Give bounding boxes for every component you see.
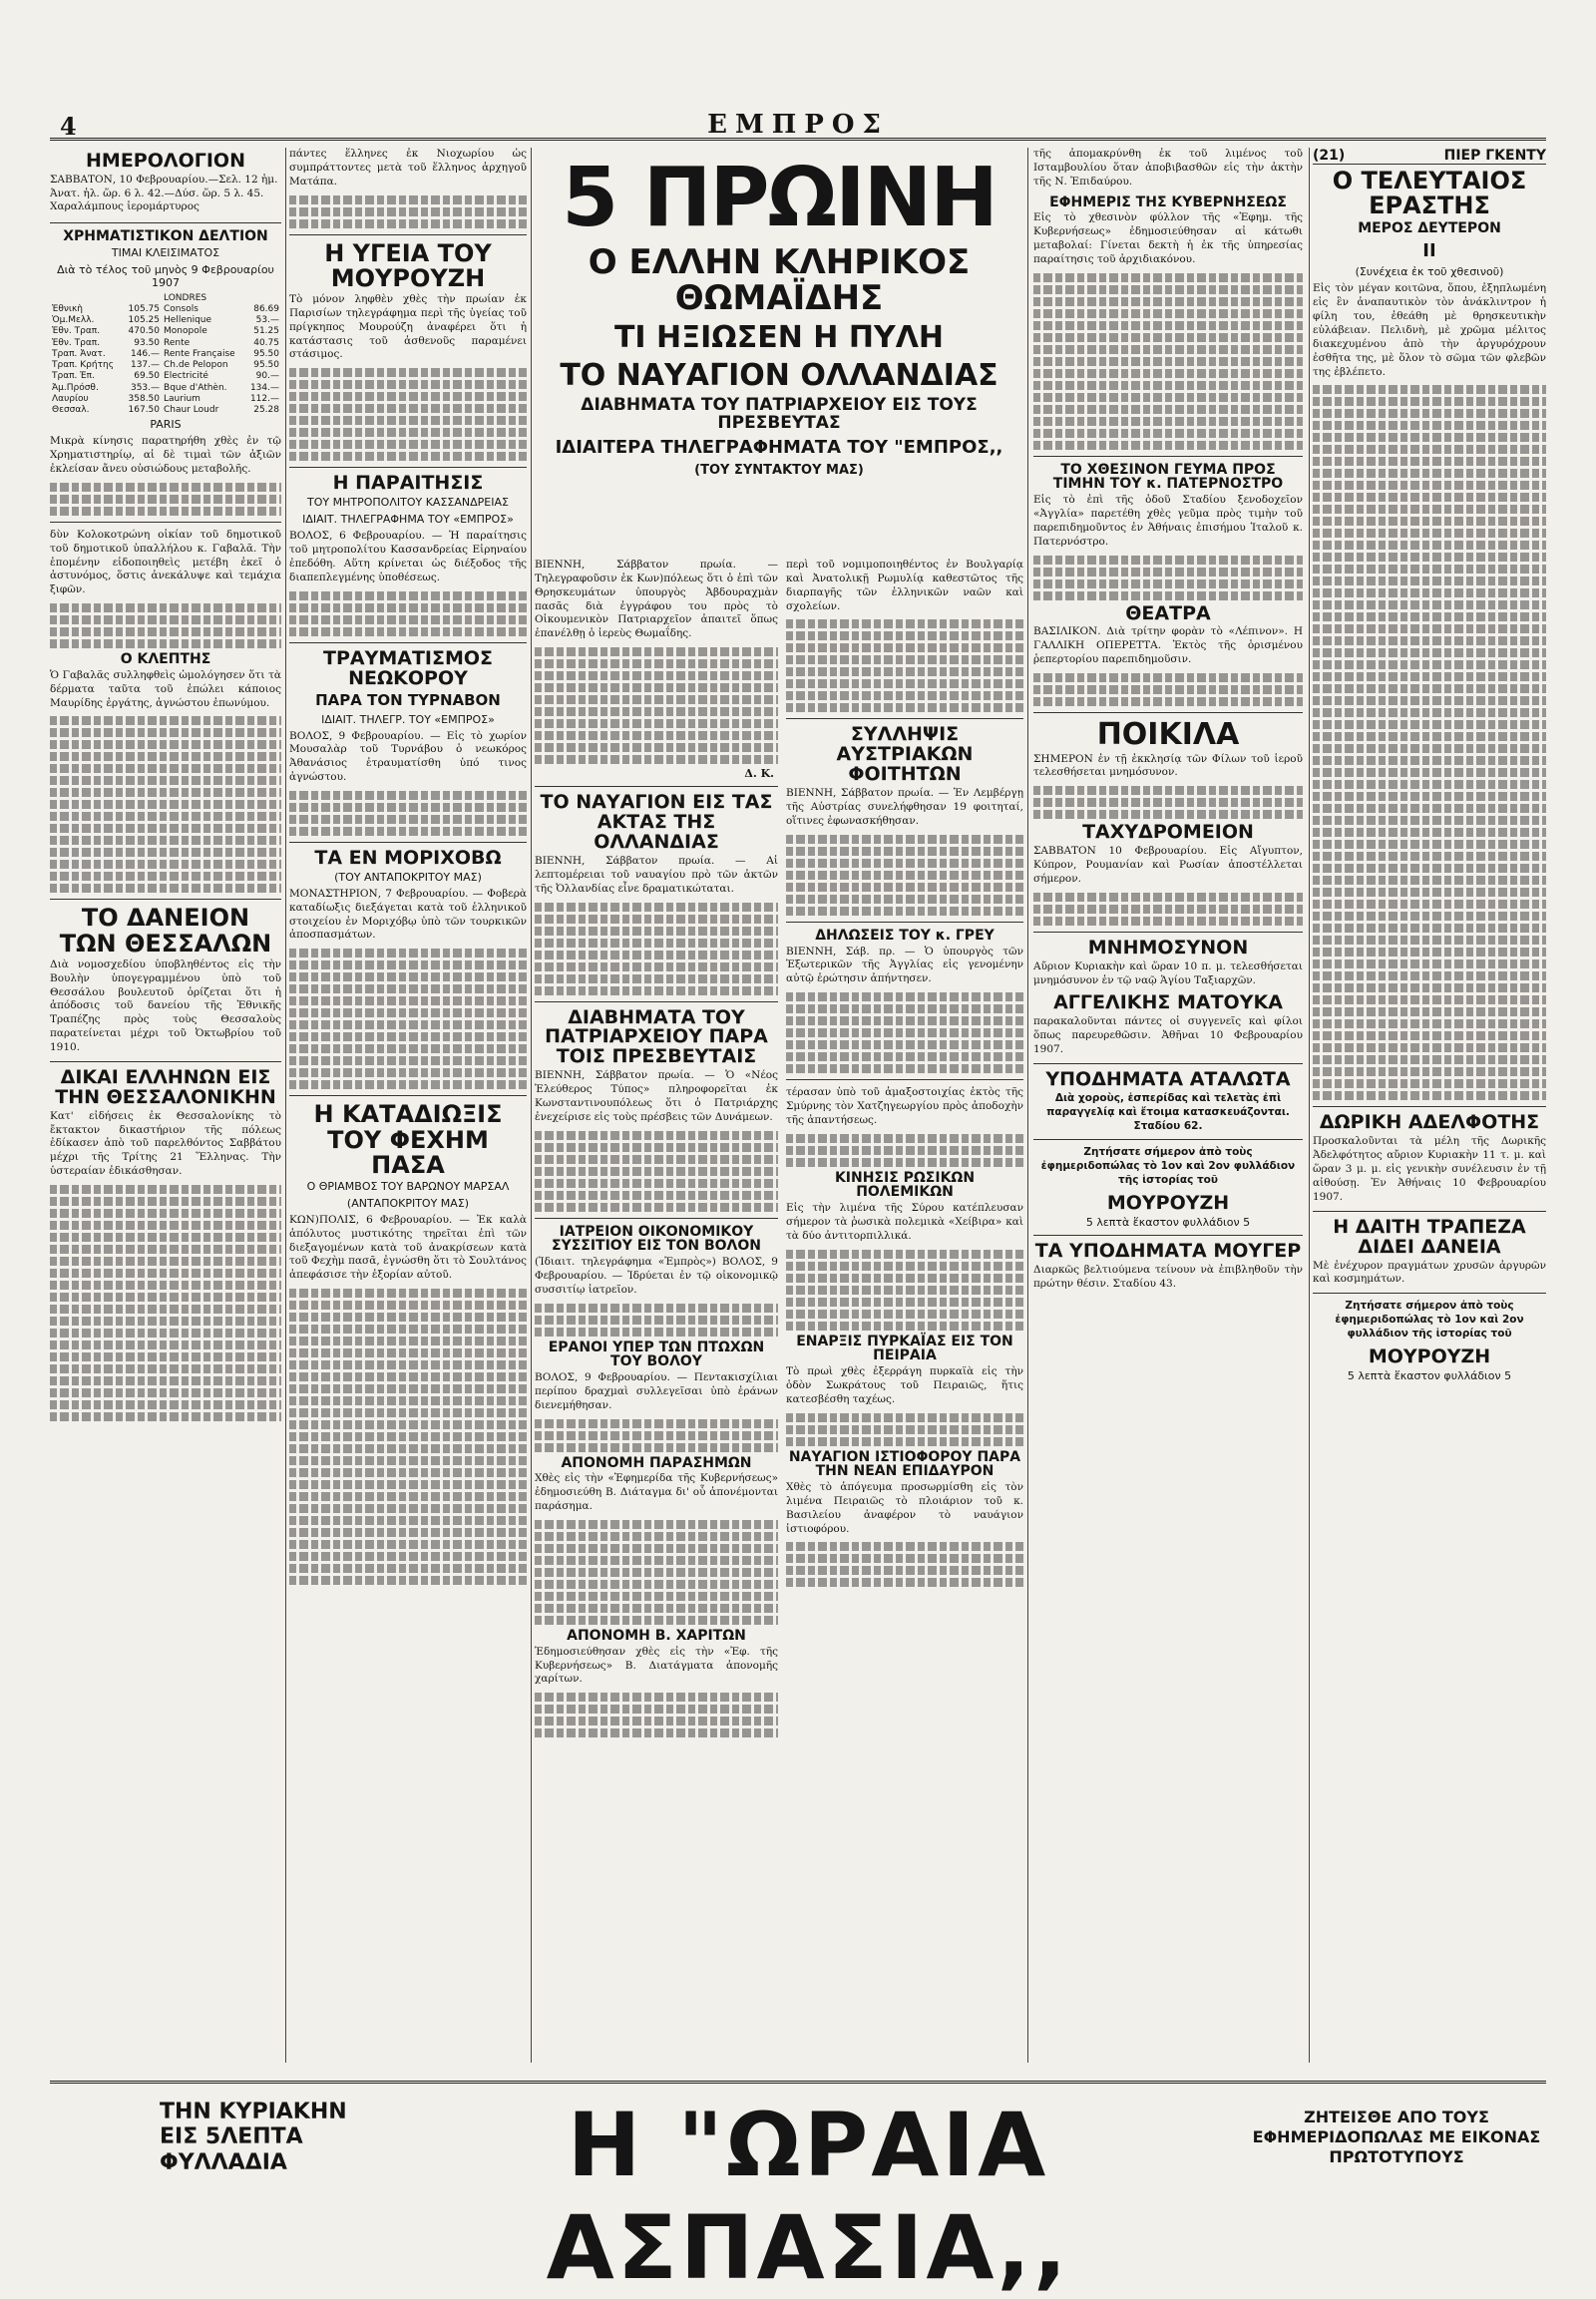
exchange-value: 95.50	[253, 360, 279, 371]
bourse-note: Μικρὰ κίνησις παρατηρήθη χθὲς ἐν τῷ Χρηματιστηρίῳ, αἱ δὲ τιμαὶ τῶν ἀξιῶν ἐκλείσαν ἄνευ οὐσιώδους μεταβολῆς.	[50, 435, 281, 476]
exchange-name: Ch.de Pelopon	[164, 360, 228, 371]
exchange-row	[50, 349, 281, 360]
post-title: ΤΑΧΥΔΡΟΜΕΙΟΝ	[1082, 821, 1254, 844]
fire-text: Τὸ πρωὶ χθὲς ἐξερράγη πυρκαϊὰ εἰς τὴν ὁδὸν Σωκράτους τοῦ Πειραιῶς, ἥτις κατεσβέσθη ταχέως.	[786, 1365, 1023, 1405]
exchange-row	[50, 371, 281, 382]
fehim-text: ΚΩΝ)ΠΟΛΙΣ, 6 Φεβρουαρίου. — Ἐκ καλὰ ἀπόλυτος μυστικότης τηρεῖται ἐπὶ τῶν διεξαγομένων κατὰ τοῦ ἀνακρίσεων κατὰ τοῦ Φεχὴμ πασᾶ, ἐγνώσθη ὅτι τὸ Σουλτάνος ἀπεφάσισε τὴν ἐξορίαν αὐτοῦ.	[289, 1213, 527, 1282]
morea-title: ΤΑ ΕΝ ΜΟΡΙΧΟΒΩ	[314, 846, 502, 869]
headline-cleric: Ο ΕΛΛΗΝ ΚΛΗΡΙΚΟΣ ΘΩΜΑΪΔΗΣ	[588, 242, 971, 318]
wound-tag: ΙΔΙΑΙΤ. ΤΗΛΕΓΡ. ΤΟΥ «ΕΜΠΡΟΣ»	[321, 712, 495, 726]
headline-patriarchate: ΔΙΑΒΗΜΑΤΑ ΤΟΥ ΠΑΤΡΙΑΡΧΕΙΟΥ ΕΙΣ ΤΟΥΣ ΠΡΕΣΒΕΥΤΑΣ	[581, 395, 978, 434]
morea-subtitle: (ΤΟΥ ΑΝΤΑΠΟΚΡΙΤΟΥ ΜΑΣ)	[334, 870, 482, 884]
column-6	[1313, 148, 1546, 2063]
exchange-name: Laurium	[164, 393, 200, 404]
newspaper-title: ΕΜΠΡΟΣ	[707, 110, 889, 140]
fehim-title: Η ΚΑΤΑΔΙΩΞΙΣ ΤΟΥ ΦΕΧΗΜ ΠΑΣΑ	[313, 1100, 503, 1179]
poor-text: ΒΟΛΟΣ, 9 Φεβρουαρίου. — Πεντακισχίλιαι περίπου δραχμαὶ συλλεγεῖσαι ὑπὸ ἐράνων διενεμήθησαν.	[535, 1371, 778, 1411]
resign-title: Η ΠΑΡΑΙΤΗΣΙΣ	[332, 472, 484, 495]
exchange-name: Ὁμ.Μελλ.	[52, 315, 95, 326]
serial-title: Ο ΤΕΛΕΥΤΑΙΟΣ ΕΡΑΣΤΗΣ	[1332, 167, 1527, 220]
grey-text: ΒΙΕΝΝΗ, Σάβ. πρ. — Ὁ ὑπουργὸς τῶν Ἐξωτερικῶν τῆς Ἀγγλίας εἰς γενομένην αὐτῷ ἐρώτησιν ἀπήντησεν.	[786, 945, 1023, 985]
volos-title: ΙΑΤΡΕΙΟΝ ΟΙΚΟΝΟΜΙΚΟΥ ΣΥΣΣΙΤΙΟΥ ΕΙΣ ΤΟΝ ΒΟΛΟΝ	[552, 1223, 761, 1255]
exchange-table	[50, 293, 281, 417]
nomos-text: περὶ τοῦ νομιμοποιηθέντος ἐν Βουλγαρίᾳ καὶ Ἀνατολικῇ Ρωμυλίᾳ καθεστῶτος τῆς διαρπαγῆς τῶν ἑλληνικῶν ναῶν καὶ σχολείων.	[786, 559, 1023, 612]
banner-title: Η "ΩΡΑΙΑ ΑΣΠΑΣΙΑ,,	[546, 2094, 1070, 2299]
booklet-ad-price: 5 λεπτὰ ἕκαστον φυλλάδιον 5	[1085, 1215, 1251, 1229]
exchange-value: 358.50	[128, 393, 161, 404]
exchange-row	[50, 405, 281, 416]
exchange-value: 53.—	[255, 315, 279, 326]
column-rule	[1309, 148, 1310, 2063]
calendar-text: ΣΑΒΒΑΤΟΝ, 10 Φεβρουαρίου.—Σελ. 12 ἡμ. Ἀνατ. ἡλ. ὥρ. 6 λ. 42.—Δύσ. ὥρ. 5 λ. 45. Χαραλάμπους ἱερομάρτυρος	[50, 173, 278, 213]
exchange-name: Consols	[164, 303, 199, 314]
exchange-value: 134.—	[249, 382, 279, 393]
serial-text: Εἰς τὸν μέγαν κοιτῶνα, ὅπου, ἐξηπλωμένη εἰς ἓν ἀναπαυτικὸν τὸν ἀνάκλιντρον ἡ φίλη του, ἐθεάθη μὲ θρησκευτικὴν εὐλάβειαν. Πελιδνὴ, μὲ χρῶμα μέλιτος διακεχυμένου ἀπὸ τὴν ἀργυρόχρουν ἐσθῆτα της, μὲ ὅλον τὸ σῶμα τῶν φλεβῶν της ἐβλέπετο.	[1313, 282, 1546, 378]
exchange-value: 353.—	[130, 382, 161, 393]
bank-text: Μὲ ἐνέχυρον πραγμάτων χρυσῶν ἀργυρῶν καὶ κοσμημάτων.	[1313, 1259, 1546, 1286]
resign-tag: ΙΔΙΑΙΤ. ΤΗΛΕΓΡΑΦΗΜΑ ΤΟΥ «ΕΜΠΡΟΣ»	[302, 513, 514, 527]
volos-text: (Ἰδιαιτ. τηλεγράφημα «Ἐμπρὸς») ΒΟΛΟΣ, 9 Φεβρουαρίου. — Ἱδρύεται ἐν τῷ οἰκονομικῷ συσσιτίῳ ἰατρεῖον.	[535, 1256, 778, 1296]
poor-title: ΕΡΑΝΟΙ ΥΠΕΡ ΤΩΝ ΠΤΩΧΩΝ ΤΟΥ ΒΟΛΟΥ	[548, 1339, 765, 1370]
doric-text: Προσκαλοῦνται τὰ μέλη τῆς Δωρικῆς Ἀδελφότητος αὔριον Κυριακὴν 11 τ. μ. καὶ ὥραν 3 μ. μ. εἰς γενικὴν συνέλευσιν ἐν τῇ αἰθούσῃ. Ἐν Ἀθήναις 10 Φεβρουαρίου 1907.	[1313, 1135, 1546, 1203]
arrest-title: ΣΥΛΛΗΨΙΣ ΑΥΣΤΡΙΑΚΩΝ ΦΟΙΤΗΤΩΝ	[836, 723, 974, 786]
exchange-row	[50, 360, 281, 371]
medals-title: ΑΠΟΝΟΜΗ ΠΑΡΑΣΗΜΩΝ	[561, 1454, 752, 1471]
column-1	[50, 148, 281, 2063]
charites-title: ΑΠΟΝΟΜΗ Β. ΧΑΡΙΤΩΝ	[567, 1627, 746, 1644]
ships-title: ΚΙΝΗΣΙΣ ΡΩΣΙΚΩΝ ΠΟΛΕΜΙΚΩΝ	[834, 1169, 976, 1201]
arrest-text: ΒΙΕΝΝΗ, Σάββατον πρωία. — Ἐν Λεμβέργῃ τῆς Αὐστρίας συνελήφθησαν 19 φοιτηταί, οἵτινες ἐφωνασκήθησαν.	[786, 787, 1023, 827]
exchange-name: Ἐθν. Τραπ.	[52, 326, 101, 337]
exchange-row	[50, 315, 281, 326]
bourse-date: Διὰ τὸ τέλος τοῦ μηνὸς 9 Φεβρουαρίου 1907	[57, 262, 274, 289]
serial-author: ΠΙΕΡ ΓΚΕΝΤΥ	[1443, 148, 1546, 164]
bank-title: Η ΔΑΙΤΗ ΤΡΑΠΕΖΑ ΔΙΔΕΙ ΔΑΝΕΙΑ	[1333, 1215, 1526, 1258]
cont-text: τέρασαν ὑπὸ τοῦ ἁμαξοστοιχίας ἐκτὸς τῆς Σμύρνης τὸν Χατζηγεωργίου πρὸς ἀποδοχὴν τῆς ἀπαντήσεως.	[786, 1086, 1023, 1126]
exchange-name: Rente	[164, 337, 191, 348]
exchange-value: 90.—	[255, 371, 279, 382]
fehim-subtitle-2: (ΑΝΤΑΠΟΚΡΙΤΟΥ ΜΑΣ)	[346, 1196, 470, 1210]
column-5	[1033, 148, 1303, 2063]
banner-right: ΖΗΤΕΙΣΘΕ ΑΠΟ ΤΟΥΣ ΕΦΗΜΕΡΙΔΟΠΩΛΑΣ ΜΕ ΕΙΚΟΝΑΣ ΠΡΩΤΟΤΥΠΟΥΣ	[1252, 2107, 1541, 2166]
sailing-text: Χθὲς τὸ ἀπόγευμα προσωρμίσθη εἰς τὸν λιμένα Πειραιῶς τὸ πλοιάριον τοῦ κ. Βασιλείου ἀναφέρον τὸ ναυάγιον ἱστιοφόρου.	[786, 1480, 1023, 1535]
exchange-value: 40.75	[253, 337, 279, 348]
serial-part: ΜΕΡΟΣ ΔΕΥΤΕΡΟΝ	[1358, 220, 1501, 237]
matouka-title: ΑΓΓΕΛΙΚΗΣ ΜΑΤΟΥΚΑ	[1053, 991, 1283, 1014]
column-3	[535, 559, 778, 2065]
exchange-name: Τραπ. Κρήτης	[52, 360, 115, 371]
booklet-ad-price: 5 λεπτὰ ἕκαστον φυλλάδιον 5	[1347, 1368, 1512, 1382]
intro-text: τῆς ἀπομακρύνθη ἐκ τοῦ λιμένος τοῦ Ισταμβουλίου ὅταν ἀποβιβασθῶν εἰς τὴν ἀκτὴν τῆς Ν. Ἐπιδαύρου.	[1033, 148, 1303, 188]
exchange-row	[50, 338, 281, 349]
booklet-ad-title: ΜΟΥΡΟΥΖΗ	[1368, 1344, 1491, 1367]
headline-porte: ΤΙ ΗΞΙΩΣΕΝ Η ΠΥΛΗ	[613, 320, 945, 356]
dinner-text: Εἰς τὸ ἐπὶ τῆς ὁδοῦ Σταδίου ξενοδοχεῖον «Ἀγγλία» παρετέθη χθὲς γεῦμα πρὸς τιμὴν τοῦ παρεπιδημοῦντος ἐν Ἀθήναις ἐπισήμου Ἰταλοῦ κ. Πατερνόστρο.	[1033, 494, 1303, 548]
calendar-title: ΗΜΕΡΟΛΟΓΙΟΝ	[86, 150, 245, 172]
wound-subtitle: ΠΑΡΑ ΤΟΝ ΤΥΡΝΑΒΟΝ	[315, 690, 501, 709]
exchange-name: Monopole	[164, 326, 207, 337]
dinner-title: ΤΟ ΧΘΕΣΙΝΟΝ ΓΕΥΜΑ ΠΡΟΣ ΤΙΜΗΝ ΤΟΥ κ. ΠΑΤΕΡΝΟΣΤΡΟ	[1052, 461, 1284, 493]
exchange-value: 51.25	[253, 326, 279, 337]
memorial-title: ΜΝΗΜΟΣΥΝΟΝ	[1087, 936, 1249, 958]
exchange-value: 167.50	[128, 405, 161, 416]
sailing-title: ΝΑΥΑΓΙΟΝ ΙΣΤΙΟΦΟΡΟΥ ΠΑΡΑ ΤΗΝ ΝΕΑΝ ΕΠΙΔΑΥΡΟΝ	[788, 1448, 1021, 1480]
charites-text: Ἐδημοσιεύθησαν χθὲς εἰς τὴν «Ἐφ. τῆς Κυβερνήσεως» Β. Διατάγματα ἀπονομῆς χαρίτων.	[535, 1645, 778, 1686]
exchange-name: Hellenique	[164, 315, 212, 326]
patriarchate-title: ΔΙΑΒΗΜΑΤΑ ΤΟΥ ΠΑΤΡΙΑΡΧΕΙΟΥ ΠΑΡΑ ΤΟΙΣ ΠΡΕΣΒΕΥΤΑΙΣ	[545, 1005, 768, 1068]
exchange-name: Λαυρίου	[52, 393, 89, 404]
serial-number: (21)	[1313, 148, 1346, 164]
vienna-text: ΒΙΕΝΝΗ, Σάββατον πρωία. — Τηλεγραφοῦσιν ἐκ Κων)πόλεως ὅτι ὁ ἐπὶ τῶν Θρησκευμάτων ὑπουργὸς Ἀβδουραχμὰν πασᾶς διὰ ἐγγράφου του πρὸς τὸ Οἰκουμενικὸν Πατριαρχεῖον ἀπαιτεῖ ὅπως ἐπανέλθῃ ὁ ἱερεὺς Θωμαΐδης.	[535, 559, 778, 640]
exchange-name: Ἐθνικὴ	[52, 303, 83, 314]
headline-wreck: ΤΟ ΝΑΥΑΓΙΟΝ ΟΛΛΑΝΔΙΑΣ	[560, 357, 998, 393]
serial-continued: (Συνέχεια ἐκ τοῦ χθεσινοῦ)	[1355, 265, 1504, 279]
exchange-name: Ἐθν. Τραπ.	[52, 337, 101, 348]
theater-title: ΘΕΑΤΡΑ	[1125, 601, 1211, 624]
column-rule	[285, 148, 286, 2063]
exchange-value: 470.50	[128, 326, 161, 337]
shoes-title: ΥΠΟΔΗΜΑΤΑ ΑΤΑΛΩΤΑ	[1045, 1067, 1291, 1090]
exchange-name: Bque d'Athèn.	[164, 382, 227, 393]
health-title: Η ΥΓΕΙΑ ΤΟΥ ΜΟΥΡΟΥΖΗ	[324, 238, 492, 292]
exchange-row	[50, 383, 281, 394]
morea-text: ΜΟΝΑΣΤΗΡΙΟΝ, 7 Φεβρουαρίου. — Φοβερὰ καταδίωξις διεξάγεται κατὰ τοῦ ἑλληνικοῦ στοιχείου ἐν Μοριχόβῳ ὑπὸ τῶν τουρκικῶν ἀποσπασμάτων.	[289, 887, 527, 942]
thief-title: Ο ΚΛΕΠΤΗΣ	[120, 651, 211, 668]
mouger-title: ΤΑ ΥΠΟΔΗΜΑΤΑ ΜΟΥΓΕΡ	[1034, 1239, 1302, 1262]
exchange-name: Θεσσαλ.	[52, 405, 90, 416]
wound-text: ΒΟΛΟΣ, 9 Φεβρουαρίου. — Εἰς τὸ χωρίον Μουσαλὰρ τοῦ Τυρνάβου ὁ νεωκόρος Ἀθανάσιος ἐτραυματίσθη ὑπό τινος ἀγνώστου.	[289, 729, 527, 784]
thief-text: Ὁ Γαβαλᾶς συλληφθεὶς ὡμολόγησεν ὅτι τὰ δέρματα ταῦτα τοῦ ἐπώλει κάποιος Μαυρίδης ἐργάτης, ἀγνώστου ἐπωνύμου.	[50, 668, 281, 709]
grey-title: ΔΗΛΩΣΕΙΣ ΤΟΥ κ. ΓΡΕΥ	[815, 927, 995, 944]
column-rule	[531, 148, 532, 2063]
page-header	[50, 108, 1546, 141]
center-headline	[535, 150, 1023, 484]
gov-text: Εἰς τὸ χθεσινὸν φύλλον τῆς «Ἐφημ. τῆς Κυβερνήσεως» ἐδημοσιεύθησαν αἱ κάτωθι μεταβολαί: Γίνεται δεκτὴ ἡ ἐκ τῆς ὑπηρεσίας παραίτησις τοῦ ἀρχιδιακόνου.	[1033, 211, 1303, 265]
bourse-title: ΧΡΗΜΑΤΙΣΤΙΚΟΝ ΔΕΛΤΙΟΝ	[63, 227, 268, 244]
column-4	[786, 559, 1023, 2065]
theater-text: ΒΑΣΙΛΙΚΟΝ. Διὰ τρίτην φορὰν τὸ «Λέπινον». Η ΓΑΛΛΙΚΗ ΟΠΕΡΕΤΤΑ. Ἐκτὸς τῆς ὁρισμένου ῥεπερτορίου παρεπιδημοῦσιν.	[1033, 625, 1303, 666]
exchange-name: Rente Française	[164, 348, 235, 359]
exchange-value: 69.50	[134, 371, 161, 382]
wound-title: ΤΡΑΥΜΑΤΙΣΜΟΣ ΝΕΩΚΟΡΟΥ	[322, 646, 493, 689]
exchange-value: 146.—	[130, 348, 161, 359]
bottom-banner	[50, 2081, 1546, 2299]
exchange-value: 93.50	[134, 337, 161, 348]
page-number: 4	[60, 112, 77, 141]
mouger-text: Διαρκῶς βελτιούμενα τείνουν νὰ ἐπιβληθοῦν τὴν πρώτην θέσιν. Σταδίου 43.	[1033, 1263, 1303, 1290]
headline-telegrams: ΙΔΙΑΙΤΕΡΑ ΤΗΛΕΓΡΑΦΗΜΑΤΑ ΤΟΥ "ΕΜΠΡΟΣ,,	[555, 437, 1003, 459]
banner-left: ΤΗΝ ΚΥΡΙΑΚΗΝ ΕΙΣ 5ΛΕΠΤΑ ΦΥΛΛΑΔΙΑ	[160, 2100, 347, 2175]
exchange-value: 86.69	[253, 303, 279, 314]
fire-title: ΕΝΑΡΞΙΣ ΠΥΡΚΑΪΑΣ ΕΙΣ ΤΟΝ ΠΕΙΡΑΙΑ	[796, 1333, 1013, 1364]
misc-text: ΣΗΜΕΡΟΝ ἐν τῇ ἐκκλησίᾳ τῶν Φίλων τοῦ ἱεροῦ τελεσθήσεται μνημόσυνον.	[1033, 752, 1303, 779]
doric-title: ΔΩΡΙΚΗ ΑΔΕΛΦΟΤΗΣ	[1319, 1111, 1540, 1134]
london-header: LONDRES	[164, 292, 207, 303]
houses-text: δὺν Κολοκοτρώνη οἰκίαν τοῦ δημοτικοῦ τοῦ δημοτικοῦ ὑπαλλήλου κ. Γαβαλᾶ. Τὴν ἐπομένην εἰδοποιηθεὶς μετέβη ἐκεῖ ὁ ἀστυνόμος, ὅστις ἀνεκάλυψε καὶ τεμάχια ξιφῶν.	[50, 528, 281, 596]
gov-title: ΕΦΗΜΕΡΙΣ ΤΗΣ ΚΥΒΕΡΝΗΣΕΩΣ	[1049, 193, 1287, 210]
booklet-ad-text: Ζητήσατε σήμερον ἀπὸ τοὺς ἐφημεριδοπώλας τὸ 1ον καὶ 2ον φυλλάδιον τῆς ἱστορίας τοῦ	[1040, 1146, 1296, 1187]
shoes-text: Διὰ χοροὺς, ἑσπερίδας καὶ τελετὰς ἐπὶ παραγγελίᾳ καὶ ἔτοιμα κατασκευάζονται. Σταδίου 62.	[1046, 1091, 1290, 1132]
exchange-value: 105.75	[128, 303, 161, 314]
resign-subtitle: ΤΟΥ ΜΗΤΡΟΠΟΛΙΤΟΥ ΚΑΣΣΑΝΔΡΕΙΑΣ	[307, 496, 509, 510]
intro-text: πάντες ἕλληνες ἐκ Νιοχωρίου ὡς συμπράττοντες μετὰ τοῦ ἕλληνος ἀρχηγοῦ Ματάπα.	[289, 148, 527, 188]
fehim-subtitle: Ο ΘΡΙΑΜΒΟΣ ΤΟΥ ΒΑΡΩΝΟΥ ΜΑΡΣΑΛ	[306, 1179, 510, 1193]
column-2	[289, 148, 527, 2063]
bourse-subtitle: ΤΙΜΑΙ ΚΛΕΙΣΙΜΑΤΟΣ	[111, 245, 220, 259]
trial-title: ΔΙΚΑΙ ΕΛΛΗΝΩΝ ΕΙΣ ΤΗΝ ΘΕΣΣΑΛΟΝΙΚΗΝ	[55, 1065, 276, 1108]
booklet-ad-title: ΜΟΥΡΟΥΖΗ	[1106, 1192, 1230, 1215]
misc-title: ΠΟΙΚΙΛΑ	[1096, 717, 1240, 753]
paris-header: PARIS	[150, 418, 182, 432]
signature: Δ. Κ.	[744, 767, 774, 781]
exchange-name: Electricité	[164, 371, 208, 382]
patriarchate-text: ΒΙΕΝΝΗ, Σάββατον πρωία. — Ὁ «Νέος Ἐλεύθερος Τύπος» πληροφορεῖται ἐκ Κωνσταντινουπόλεως ὅτι ὁ Πατριάρχης ἐνεχείρισε εἰς τοὺς πρέσβεις τῶν Δυνάμεων.	[535, 1069, 778, 1123]
trial-text: Κατ' εἰδήσεις ἐκ Θεσσαλονίκης τὸ ἔκτακτον δικαστήριον τῆς πόλεως ἐδίκασεν ἀπὸ τοῦ παρελθόντος Σαββάτου μέχρι τῆς Τρίτης 21 Ἕλληνας. Τὴν ὑστεραίαν ἐδικάσθησαν.	[50, 1109, 281, 1178]
loan-text: Διὰ νομοσχεδίου ὑποβληθέντος εἰς τὴν Βουλὴν ὑπογεγραμμένου ὑπὸ τοῦ Θεσσάλου βουλευτοῦ ὁρίζεται ὅτι ἡ ἀπόδοσις τοῦ δανείου τῆς Ἐθνικῆς Τραπέζης πρὸς τοὺς Θεσσαλοὺς παρατείνεται μέχρι τοῦ Ὀκτωβρίου τοῦ 1910.	[50, 958, 281, 1053]
column-rule	[1027, 148, 1028, 2063]
resign-text: ΒΟΛΟΣ, 6 Φεβρουαρίου. — Ἡ παραίτησις τοῦ μητροπολίτου Κασσανδρείας Εἰρηναίου ἐπεδόθη. Αὕτη κρίνεται ὡς διέξοδος τῆς διαπεπλεγμένης ὑποθέσεως.	[289, 530, 527, 583]
exchange-value: 137.—	[130, 360, 161, 371]
serial-chapter: ΙΙ	[1422, 240, 1436, 262]
exchange-value: 95.50	[253, 348, 279, 359]
exchange-row	[50, 326, 281, 337]
exchange-row	[50, 304, 281, 315]
exchange-name: Chaur Loudr	[164, 405, 219, 416]
booklet-ad-text: Ζητήσατε σήμερον ἀπὸ τοὺς ἐφημεριδοπώλας τὸ 1ον καὶ 2ον φυλλάδιον τῆς ἱστορίας τοῦ	[1335, 1300, 1524, 1340]
memorial-text: Αὔριον Κυριακὴν καὶ ὥραν 10 π. μ. τελεσθήσεται μνημόσυνον ἐν τῷ ναῷ Ἁγίου Ταξιαρχῶν.	[1033, 959, 1303, 986]
matouka-text: παρακαλοῦνται πάντες οἱ συγγενεῖς καὶ φίλοι ὅπως παρευρεθῶσιν. Ἀθῆναι 10 Φεβρουαρίου 1907.	[1033, 1015, 1303, 1056]
medals-text: Χθὲς εἰς τὴν «Ἐφημερίδα τῆς Κυβερνήσεως» ἐδημοσιεύθη Β. Διάταγμα δι' οὗ ἀπονέμονται παράσημα.	[535, 1472, 778, 1513]
exchange-name: Ἀμ.Πρόσθ.	[52, 382, 99, 393]
post-text: ΣΑΒΒΑΤΟΝ 10 Φεβρουαρίου. Εἰς Αἴγυπτον, Κύπρον, Ρουμανίαν καὶ Ρωσίαν ἀποστέλλεται σήμερον.	[1033, 845, 1303, 885]
ships-text: Εἰς τὴν λιμένα τῆς Σύρου κατέπλευσαν σήμερον τὰ ῥωσικὰ πολεμικὰ «Χείβιρα» καὶ τὰ δύο ἀντιτορπιλλικά.	[786, 1202, 1023, 1242]
five-am-edition: 5 ΠΡΩΙΝΗ	[562, 151, 997, 245]
exchange-value: 112.—	[249, 393, 279, 404]
exchange-value: 25.28	[253, 405, 279, 416]
exchange-name: Τραπ. Ἐπ.	[52, 371, 95, 382]
wreck-title: ΤΟ ΝΑΥΑΓΙΟΝ ΕΙΣ ΤΑΣ ΑΚΤΑΣ ΤΗΣ ΟΛΛΑΝΔΙΑΣ	[540, 791, 773, 854]
wreck-text: ΒΙΕΝΝΗ, Σάββατον πρωία. — Αἱ λεπτομέρειαι τοῦ ναυαγίου πρὸ τῶν ἀκτῶν τῆς Ὀλλανδίας εἶνε δραματικώταται.	[535, 854, 778, 895]
health-text: Τὸ μόνον ληφθὲν χθὲς τὴν πρωίαν ἐκ Παρισίων τηλεγράφημα περὶ τῆς ὑγείας τοῦ πρίγκηπος Μουρούζη ἀναφέρει ὅτι ἡ κατάστασις τοῦ ἀσθενοῦς παραμένει στάσιμος.	[289, 292, 527, 361]
exchange-name: Τραπ. Ἀνατ.	[52, 348, 106, 359]
loan-title: ΤΟ ΔΑΝΕΙΟΝ ΤΩΝ ΘΕΣΣΑΛΩΝ	[59, 904, 272, 958]
exchange-value: 105.25	[128, 315, 161, 326]
headline-editor: (ΤΟΥ ΣΥΝΤΑΚΤΟΥ ΜΑΣ)	[694, 462, 864, 478]
exchange-row	[50, 394, 281, 405]
